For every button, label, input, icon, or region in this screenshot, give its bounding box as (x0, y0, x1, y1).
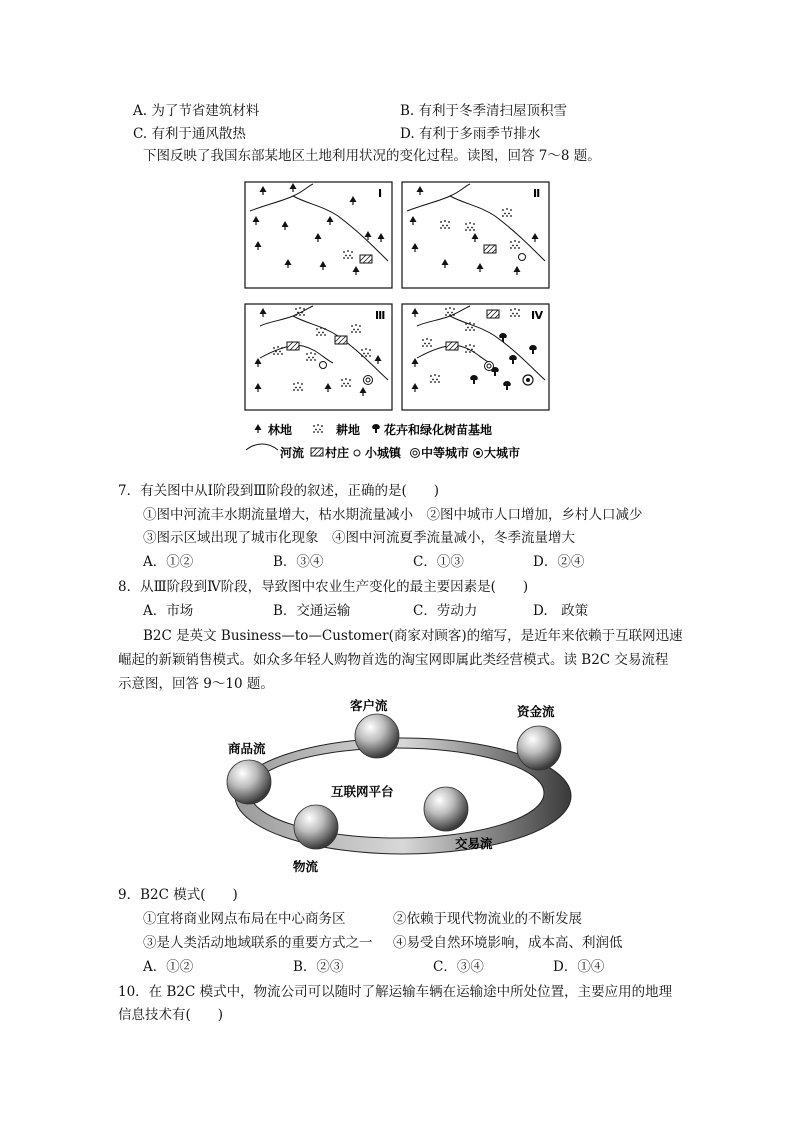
map-legend (246, 422, 520, 460)
capital-flow-sphere (517, 726, 561, 770)
q6-option-d: D. 有利于多雨季节排水 (400, 126, 541, 142)
q8-option-a: A．市场 (143, 603, 194, 619)
map-panel-2 (402, 182, 549, 288)
q6-option-c: C. 有利于通风散热 (133, 126, 246, 142)
legend-village-label: 村庄 (325, 446, 350, 460)
panel-3-label: Ⅲ (375, 309, 386, 322)
q7-option-c: C．①③ (413, 554, 464, 570)
legend-small-town-icon (354, 450, 360, 456)
b2c-intro-2: 崛起的新颖销售模式。如众多年轻人购物首选的淘宝网即属此类经营模式。读 B2C 交易流程 (118, 652, 669, 668)
legend-medium-city-icon (411, 449, 420, 458)
q9-statement-1: ①宜将商业网点布局在中心商务区 (143, 911, 346, 927)
q8-option-d: D. 政策 (533, 603, 589, 619)
legend-small-town-label: 小城镇 (365, 446, 402, 460)
legend-big-city-icon (474, 449, 483, 458)
map-panel-1 (245, 182, 392, 288)
q9-option-b: B．②③ (293, 959, 344, 975)
q9-option-a: A．①② (143, 959, 194, 975)
land-use-map-figure (238, 176, 568, 466)
transaction-flow-label: 交易流 (455, 836, 493, 851)
panel-2-label: Ⅱ (533, 187, 541, 200)
q7-option-a: A．①② (143, 554, 194, 570)
transaction-flow-sphere (424, 787, 468, 831)
legend-river-icon (246, 444, 278, 450)
q10-stem-2: 信息技术有( ) (118, 1007, 224, 1023)
q7-option-b: B．③④ (273, 554, 324, 570)
map-panel-3 (245, 304, 392, 410)
q6-option-a: A. 为了节省建筑材料 (133, 103, 260, 119)
customer-flow-sphere (355, 714, 399, 758)
legend-farmland-label: 耕地 (336, 423, 361, 437)
map-panel-4 (402, 304, 549, 410)
q9-statement-3: ③是人类活动地域联系的重要方式之一 (143, 935, 373, 951)
goods-flow-sphere (227, 760, 271, 804)
q9-option-c: C．③④ (433, 959, 484, 975)
goods-flow-label: 商品流 (228, 741, 266, 756)
intro-7-8: 下图反映了我国东部某地区土地利用状况的变化过程。读图，回答 7～8 题。 (143, 148, 601, 164)
panel-1-label: Ⅰ (378, 187, 383, 200)
q8-stem: 8．从Ⅲ阶段到Ⅳ阶段，导致图中农业生产变化的最主要因素是( ) (118, 579, 529, 595)
legend-forest-label: 林地 (268, 423, 293, 437)
capital-flow-label: 资金流 (517, 704, 555, 719)
logistics-flow-label: 物流 (293, 859, 319, 874)
q7-stem: 7．有关图中从Ⅰ阶段到Ⅲ阶段的叙述，正确的是( ) (118, 483, 439, 499)
panel-4-label: Ⅳ (531, 309, 544, 322)
platform-label: 互联网平台 (331, 784, 394, 799)
b2c-intro-1: B2C 是英文 Business—to—Customer(商家对顾客)的缩写，是近年来依赖于互联网迅速 (143, 628, 683, 644)
q8-option-c: C．劳动力 (413, 603, 478, 619)
q7-option-d: D．②④ (533, 554, 585, 570)
b2c-intro-3: 示意图，回答 9～10 题。 (118, 676, 274, 692)
q10-stem-1: 10．在 B2C 模式中，物流公司可以随时了解运输车辆在运输途中所处位置，主要应用的地理 (118, 984, 673, 1000)
legend-big-city-label: 大城市 (484, 446, 521, 460)
legend-village-icon (311, 448, 323, 456)
q6-option-b: B. 有利于冬季清扫屋顶积雪 (400, 103, 568, 119)
legend-river-label: 河流 (280, 446, 305, 460)
legend-nursery-label: 花卉和绿化树苗基地 (384, 423, 493, 437)
q9-statement-4: ④易受自然环境影响，成本高、利润低 (393, 935, 623, 951)
legend-forest-icon (255, 424, 262, 433)
q9-statement-2: ②依赖于现代物流业的不断发展 (393, 911, 582, 927)
legend-nursery-icon (372, 424, 380, 433)
legend-farmland-icon (313, 424, 323, 433)
q8-option-b: B．交通运输 (273, 603, 351, 619)
q7-statements-2: ③图示区域出现了城市化现象 ④图中河流夏季流量减小，冬季流量增大 (143, 530, 575, 546)
legend-medium-city-label: 中等城市 (421, 446, 470, 460)
q9-stem: 9．B2C 模式( ) (118, 887, 238, 903)
logistics-flow-sphere (294, 805, 338, 849)
q9-option-d: D．①④ (553, 959, 605, 975)
customer-flow-label: 客户流 (350, 698, 388, 713)
b2c-flow-diagram (220, 693, 580, 878)
q7-statements-1: ①图中河流丰水期流量增大，枯水期流量减小 ②图中城市人口增加，乡村人口减少 (143, 507, 643, 523)
